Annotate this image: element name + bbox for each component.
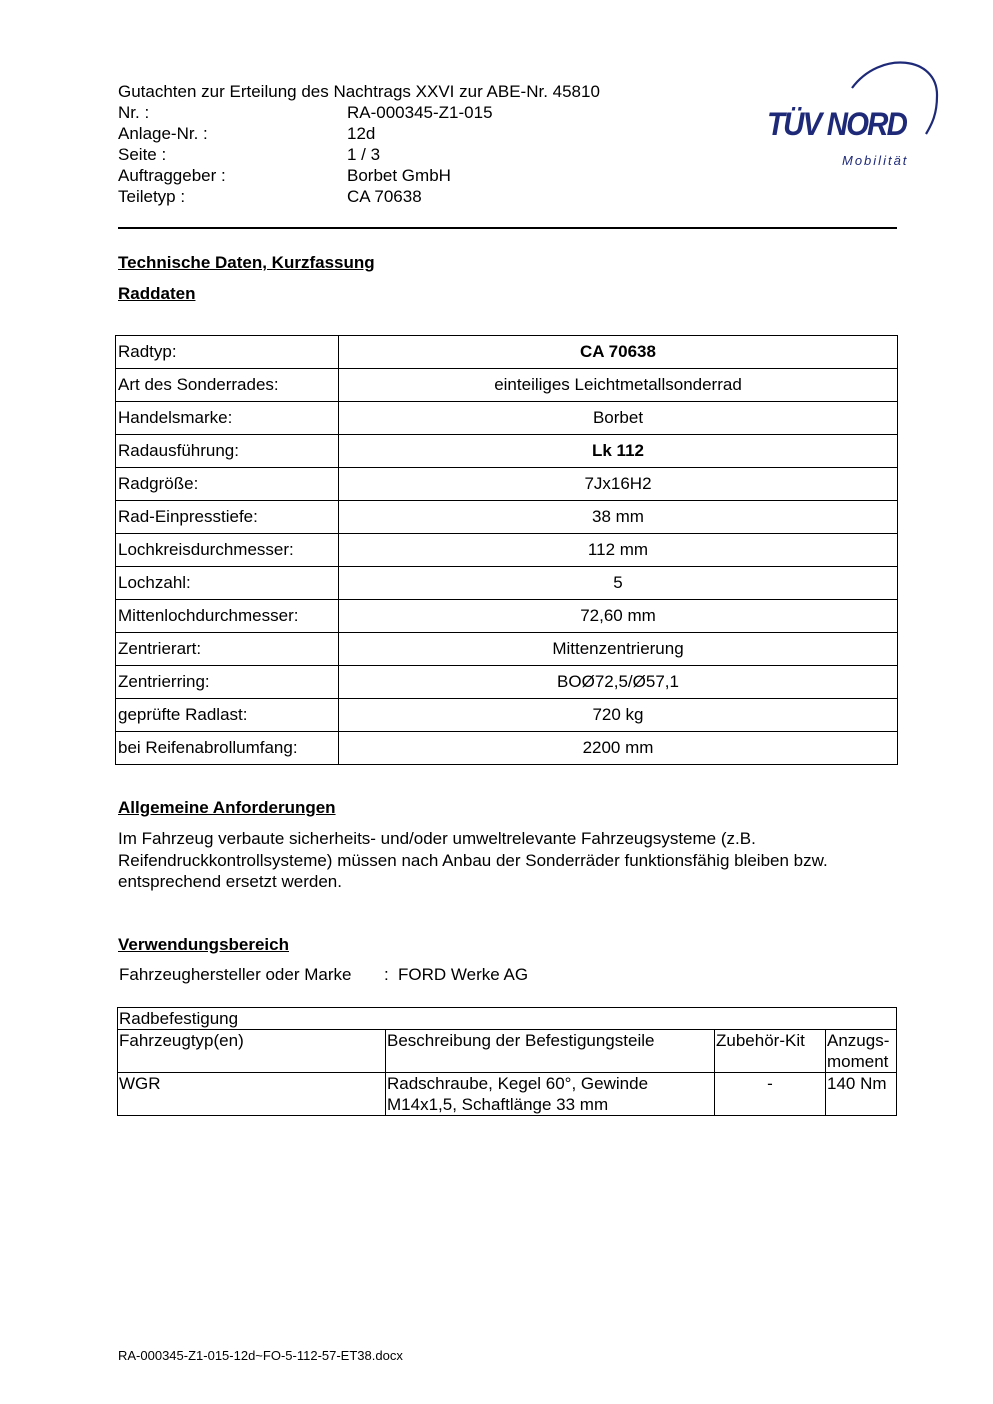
- row-label: Handelsmarke:: [116, 402, 339, 435]
- row-value: 5: [339, 567, 898, 600]
- row-label: Lochzahl:: [116, 567, 339, 600]
- field-label-seite: Seite :: [118, 145, 167, 164]
- table-row: [118, 1008, 897, 1030]
- wheel-data-table: [115, 335, 898, 765]
- header-line: moment: [827, 1052, 889, 1071]
- tuev-nord-logo: [760, 58, 945, 176]
- paragraph-line: entsprechend ersetzt werden.: [118, 872, 342, 891]
- row-value: 72,60 mm: [339, 600, 898, 633]
- heading-raddaten: Raddaten: [118, 284, 196, 303]
- table-row: [116, 468, 898, 501]
- row-label: Radausführung:: [116, 435, 339, 468]
- header-divider: [118, 227, 897, 229]
- table-row: [116, 699, 898, 732]
- header-line: Anzugs-: [827, 1031, 890, 1050]
- footer-filename: RA-000345-Z1-015-12d~FO-5-112-57-ET38.docx: [118, 1348, 403, 1363]
- row-value: 720 kg: [339, 699, 898, 732]
- row-value: CA 70638: [339, 336, 898, 369]
- table-row: [116, 567, 898, 600]
- cell-fahrzeugtyp: WGR: [118, 1073, 386, 1116]
- field-value-anlage: 12d: [347, 124, 376, 143]
- cell-line: M14x1,5, Schaftlänge 33 mm: [387, 1095, 609, 1114]
- row-label: Rad-Einpresstiefe:: [116, 501, 339, 534]
- paragraph-line: Reifendruckkontrollsysteme) müssen nach Anbau der Sonderräder funktionsfähig bleiben bzw.: [118, 850, 828, 870]
- row-label: Radgröße:: [116, 468, 339, 501]
- logo-brand: TÜV NORD: [767, 106, 907, 142]
- table-row: [116, 402, 898, 435]
- cell-beschreibung: [386, 1073, 715, 1116]
- row-value: 7Jx16H2: [339, 468, 898, 501]
- row-value: 2200 mm: [339, 732, 898, 765]
- row-label: Zentrierring:: [116, 666, 339, 699]
- row-value: 38 mm: [339, 501, 898, 534]
- requirements-paragraph: [118, 828, 908, 893]
- table-row: [116, 369, 898, 402]
- row-label: bei Reifenabrollumfang:: [116, 732, 339, 765]
- field-label-auftraggeber: Auftraggeber :: [118, 166, 226, 185]
- fastening-table: [117, 1007, 897, 1116]
- heading-verwendungsbereich: Verwendungsbereich: [118, 935, 289, 954]
- table-row: [116, 336, 898, 369]
- row-label: Radtyp:: [116, 336, 339, 369]
- row-value: BOØ72,5/Ø57,1: [339, 666, 898, 699]
- row-label: Mittenlochdurchmesser:: [116, 600, 339, 633]
- field-label-teiletyp: Teiletyp :: [118, 187, 186, 206]
- cell-zubehoer-kit: -: [715, 1073, 826, 1116]
- manufacturer-label: Fahrzeughersteller oder Marke: [119, 965, 352, 984]
- col-header-beschreibung: Beschreibung der Befestigungsteile: [386, 1030, 715, 1073]
- cell-line: Radschraube, Kegel 60°, Gewinde: [387, 1074, 649, 1093]
- table-row: [116, 600, 898, 633]
- row-label: Art des Sonderrades:: [116, 369, 339, 402]
- row-label: Zentrierart:: [116, 633, 339, 666]
- logo-subtitle: Mobilität: [842, 153, 909, 168]
- cell-anzugsmoment: 140 Nm: [826, 1073, 897, 1116]
- table-row: [116, 633, 898, 666]
- row-value: einteiliges Leichtmetallsonderrad: [339, 369, 898, 402]
- table-row: [116, 732, 898, 765]
- field-label-nr: Nr. :: [118, 103, 150, 122]
- row-value: Lk 112: [339, 435, 898, 468]
- table-row: [116, 501, 898, 534]
- manufacturer-value: FORD Werke AG: [398, 965, 529, 984]
- row-value: Borbet: [339, 402, 898, 435]
- heading-allgemeine-anforderungen: Allgemeine Anforderungen: [118, 798, 336, 817]
- col-header-fahrzeugtyp: Fahrzeugtyp(en): [118, 1030, 386, 1073]
- row-label: geprüfte Radlast:: [116, 699, 339, 732]
- field-value-nr: RA-000345-Z1-015: [347, 103, 493, 122]
- table-row: [118, 1030, 897, 1073]
- field-value-seite: 1 / 3: [347, 145, 381, 164]
- table-row: [118, 1073, 897, 1116]
- row-value: Mittenzentrierung: [339, 633, 898, 666]
- fastening-caption: Radbefestigung: [118, 1008, 897, 1030]
- table-row: [116, 534, 898, 567]
- table-row: [116, 666, 898, 699]
- paragraph-line: Im Fahrzeug verbaute sicherheits- und/oder umweltrelevante Fahrzeugsysteme (z.B.: [118, 829, 756, 848]
- row-value: 112 mm: [339, 534, 898, 567]
- heading-technische-daten: Technische Daten, Kurzfassung: [118, 253, 375, 272]
- field-value-auftraggeber: Borbet GmbH: [347, 166, 451, 185]
- col-header-anzugsmoment: [826, 1030, 897, 1073]
- row-label: Lochkreisdurchmesser:: [116, 534, 339, 567]
- col-header-zubehoer-kit: Zubehör-Kit: [715, 1030, 826, 1073]
- field-label-anlage: Anlage-Nr. :: [118, 124, 208, 143]
- table-row: [116, 435, 898, 468]
- document-title: Gutachten zur Erteilung des Nachtrags XXVI zur ABE-Nr. 45810: [118, 82, 600, 101]
- manufacturer-separator: :: [384, 965, 389, 984]
- field-value-teiletyp: CA 70638: [347, 187, 422, 206]
